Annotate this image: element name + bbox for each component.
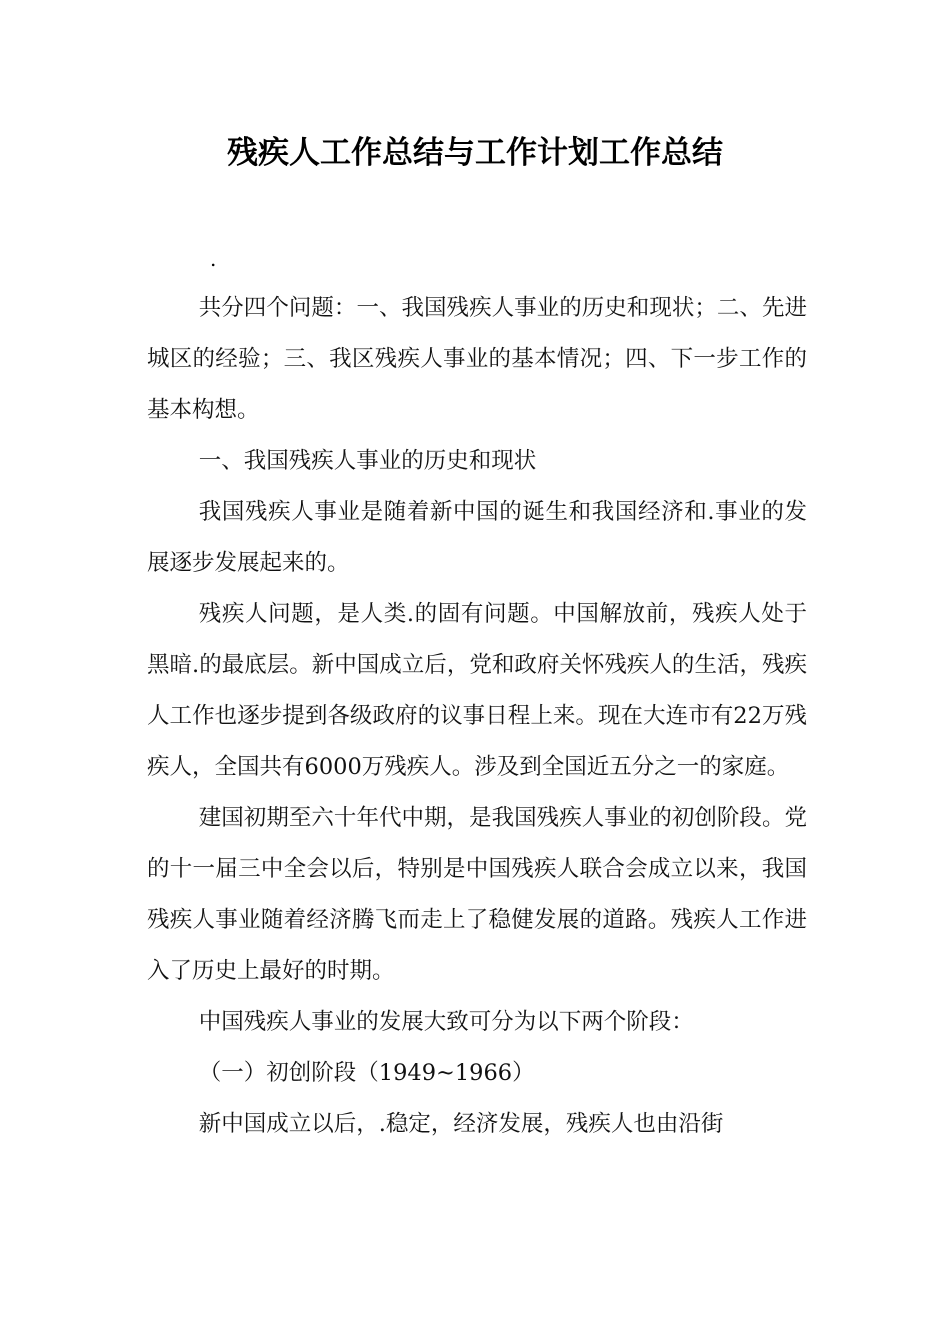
paragraph-5: 新中国成立以后，.稳定，经济发展，残疾人也由沿街 [198, 1111, 724, 1137]
paragraph-intro: 共分四个问题：一、我国残疾人事业的历史和现状；二、先进城区的经验；三、我区残疾人事业的基本情况；四、下一步工作的基本构想。 [147, 295, 807, 423]
document-body [147, 283, 807, 1150]
document-title: 残疾人工作总结与工作计划工作总结 [227, 135, 723, 171]
paragraph-2: 残疾人问题，是人类.的固有问题。中国解放前，残疾人处于黑暗.的最底层。新中国成立后，党和政府关怀残疾人的生活，残疾人工作也逐步提到各级政府的议事日程上来。现在大连市有22万残疾人，全国共有6000万残疾人。涉及到全国近五分之一的家庭。 [147, 601, 807, 780]
paragraph-4: 中国残疾人事业的发展大致可分为以下两个阶段： [198, 1009, 694, 1035]
paragraph-3: 建国初期至六十年代中期，是我国残疾人事业的初创阶段。党的十一届三中全会以后，特别是中国残疾人联合会成立以来，我国残疾人事业随着经济腾飞而走上了稳健发展的道路。残疾人工作进入了历史上最好的时期。 [147, 805, 807, 984]
paragraph-1: 我国残疾人事业是随着新中国的诞生和我国经济和.事业的发展逐步发展起来的。 [147, 499, 807, 576]
stray-dot: . [210, 247, 217, 271]
section-heading-1: 一、我国残疾人事业的历史和现状 [198, 448, 537, 474]
subsection-heading-1: （一）初创阶段（1949~1966） [198, 1060, 535, 1086]
